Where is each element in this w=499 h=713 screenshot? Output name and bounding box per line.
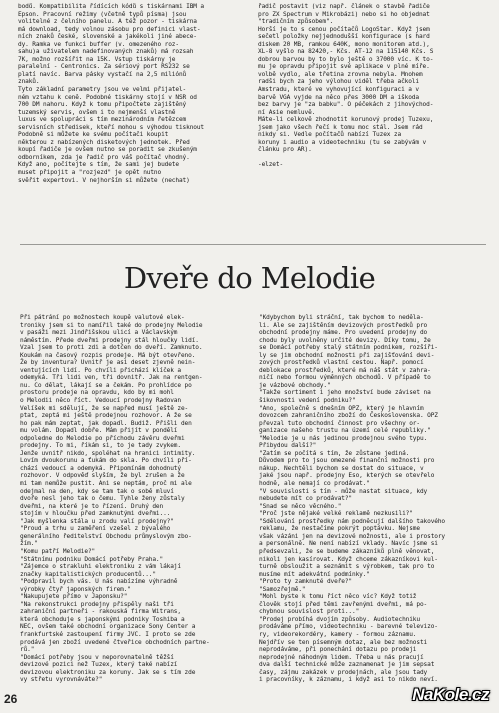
text-line: "Na rekonstrukci prodejny přispěly naši tři bbox=[20, 600, 174, 608]
text-line: Přibydou další?" bbox=[259, 442, 317, 450]
text-line: muset připojit a "rozjezd" je opět nutno bbox=[18, 169, 162, 177]
text-line: generálního ředitelství Obchodu průmyslovým zbo- bbox=[20, 532, 192, 540]
text-line: sečetl položky nejjednodušší konfigurace (s hard bbox=[258, 33, 430, 41]
text-line: "Melodie je u nás jedinou prodejnou svého typu. bbox=[259, 434, 428, 442]
text-line: náměstím. Přede dveřmi prodejny stál hloučky lidí. bbox=[20, 336, 199, 344]
text-line: některou z nabízených disketových jednotek. Před bbox=[18, 138, 190, 146]
text-line: nikoli jen kasírovat. Když chceme zákazníkovi kul- bbox=[259, 555, 438, 563]
text-line: "Domácí potřeby jsou v neporovnatelně těžší bbox=[20, 653, 174, 661]
text-line: "Komu patří Melodie?" bbox=[20, 547, 96, 555]
text-line: žím." bbox=[20, 540, 38, 548]
text-line: ventujících lidí. Po chvíli přichází klíček a bbox=[20, 366, 181, 374]
text-line: "Samozřejmě." bbox=[259, 585, 306, 593]
text-line: mi tam nemůže pustit. Ani se neptám, proč mi ale bbox=[20, 480, 192, 488]
text-line: ganizace našeho trustu na území celé republiky." bbox=[259, 427, 431, 435]
page-number: 26 bbox=[4, 692, 18, 706]
text-line: článku pro AR). bbox=[258, 146, 312, 154]
text-line: nu. Co dělat, lákají se a čekám. Po prohlídce po bbox=[20, 381, 192, 389]
section-divider bbox=[20, 244, 486, 245]
text-line: znaků. bbox=[18, 78, 40, 86]
text-line: ních znaků české, slovenské a jakékoli jiné abece- bbox=[18, 33, 197, 41]
text-line: sahu)a uživatelem nadefinovaných znaků) má rozsah bbox=[18, 48, 194, 56]
text-line: "Státnímu podniku Domácí potřeby Praha." bbox=[20, 555, 164, 563]
text-line: vy střetu vyrovnáváte?" bbox=[20, 676, 103, 684]
text-line: barvě VGA vyjde na něco přes 3000 DM a iškoda bbox=[258, 93, 419, 101]
text-line: odborníkem, zda je řadič pro váš počítač vhodný. bbox=[18, 153, 190, 161]
text-line: dva další technické může zaznamenat je jim sepsat bbox=[259, 661, 435, 669]
text-line: prodává jen zboží uvedené čtveřice obchodních partne- bbox=[20, 638, 210, 646]
text-line: tuzemský servis, ovšem i to nejmenší vlastně bbox=[18, 108, 176, 116]
text-line: řadič postavit (viz např. článek o stavbě řadiče bbox=[258, 3, 430, 10]
text-line: Že by inventura? Uvnitř je asi deset zjevně nein- bbox=[20, 359, 196, 367]
text-line: radši bych za jeho výlohou viděl třeba ačkoli bbox=[258, 78, 419, 86]
text-line: servisních středisek, kteří mohou s výhodou tisknout bbox=[18, 123, 205, 131]
text-line: diskem 20 MB, ramkou 640K, mono monitorem atd.), bbox=[258, 40, 430, 48]
text-line: chybnou souvislost proti..." bbox=[259, 608, 360, 616]
text-line: deblokace prostředků, které má náš stát v zahra- bbox=[259, 366, 431, 374]
text-line: která obchoduje s japonskými podniky Toshiba a bbox=[20, 615, 185, 623]
text-line: dveřmi, na které je to řízení. Druhý den bbox=[20, 502, 164, 510]
text-line: Koukám na časový rozpis prodeje. Má být otevřeno. bbox=[20, 351, 196, 359]
text-line: ničí nebo formou výměnných obchodů. V případě to bbox=[259, 374, 431, 382]
text-line: "Proto ty zamknuté dveře?" bbox=[259, 578, 353, 586]
text-line: prodáváme přímo, videotechniku - barevné televizo- bbox=[259, 623, 438, 631]
text-line: Horší je to s cenou počítačů LogoStar. Když jsem bbox=[258, 25, 430, 33]
text-line: ry, videorekordéry, kamery - formou záznamu. bbox=[259, 630, 417, 638]
text-line: paralelní - Centronics. Za sériový port RS232 se bbox=[18, 63, 190, 71]
text-line: rů." bbox=[20, 646, 35, 654]
text-line: svěřit expertovi. V nejhorším si můžete (nechat) bbox=[18, 176, 190, 184]
text-line: prostoru prodeje na opravdu, kdo by mi mohl bbox=[20, 389, 174, 397]
text-line: Při pátrání po možnostech koupě valutové elek- bbox=[20, 314, 185, 321]
text-line: NEC, ovšem také obchodní organizace Sony Center a bbox=[20, 623, 196, 631]
text-line: bodů. Kompatibilita řídících kódů s tiskárnami IBM a bbox=[18, 3, 205, 10]
text-line: platí navíc. Barva pásky vystačí na 2,5 miliónů bbox=[18, 70, 187, 78]
text-line: luxus ve spolupráci s tím mezinárodním řetězcem bbox=[18, 116, 187, 124]
text-line: 700 DM nahoru. Když k tomu připočtete zajištěný bbox=[18, 101, 187, 109]
text-line: 7K, možno rozšířit na 15K. Vstup tiskárny je bbox=[18, 55, 176, 63]
text-line: Amstradu, které ve vyhovující konfiguraci a v bbox=[258, 86, 419, 94]
text-line: odemyká. Tři lidi ven, tři dovnitř. Jak na rentgen- bbox=[20, 374, 203, 382]
text-line: Epson. Pracovní režimy (včetně typů písma) jsou bbox=[18, 10, 187, 18]
article-column-bottom-right bbox=[259, 314, 489, 684]
text-line: "Zájemce o strakluhi elektroniku z vám lákají bbox=[20, 563, 181, 571]
text-line: dvoře nesl jeho tak o čemu. Tyhle ženy zůstaly bbox=[20, 495, 185, 503]
text-line: ptat, zeptá mi ještě prodejnou rozhovor. A že se bbox=[20, 412, 192, 420]
text-line: musíme mít adekvátní podmínky." bbox=[259, 570, 370, 578]
text-line: ho pak mám zeptat, jak dopadl. Budiž. Přišli den bbox=[20, 419, 192, 427]
text-line: turně obsloužit a seznámit s výrobkem, tak pro to bbox=[259, 563, 435, 571]
text-line: o Melodii něco říct. Vedoucí prodejny Radovan bbox=[20, 397, 181, 405]
text-line: koupí řadiče je ovšem nutno se poradit se zkušeným bbox=[18, 146, 197, 154]
text-line: koruny i audio a videotechniku (tu se zabývám v bbox=[258, 138, 427, 146]
text-line: "Snad se něco věcného." bbox=[259, 502, 342, 510]
text-line: ném vztahu k ceně. Podobné tiskárny stojí v NSR od bbox=[18, 93, 197, 101]
text-line: se Domácí potřeby stalý státním podnikem, rozšíři- bbox=[259, 344, 438, 352]
text-line: "Proč jste nějaké velké reklamě nezkusili?" bbox=[259, 510, 413, 518]
text-line: odejmal na den, kdy se tam tak o sobě mluví bbox=[20, 487, 174, 495]
text-line: neprodáváme, při ponechání dotazu po prodeji bbox=[259, 646, 417, 654]
text-line: nebudete mít co prodávat?" bbox=[259, 495, 353, 503]
text-line: "V souvislosti s tím - může nastat situace, kdy bbox=[259, 487, 428, 495]
text-line: Vzal jsem to proti zdi a dotčen do dveří. Zamknuto. bbox=[20, 344, 203, 352]
text-line: "Ano, společně s dnešním OPZ, který je hlavním bbox=[259, 404, 424, 412]
text-line: nákup. Nechtěli bychom se dostat do situace, v bbox=[259, 464, 424, 472]
text-line: volitelné z čelního panelu. A též pozor - tiskárna bbox=[18, 18, 197, 26]
text-line: bez barvy je "za babku". O péčekách z jihovýchod- bbox=[258, 101, 434, 109]
text-line: předsevzali, že se budeme zákazníků plně věnovat, bbox=[259, 547, 435, 555]
text-line: Když ano, počítejte s tím, že sami jej budete bbox=[18, 161, 179, 169]
text-line: prodejny. To mi, říkám si, to je tady zvykem. bbox=[20, 442, 181, 450]
text-line: výrobky čtyř japonských firem." bbox=[20, 585, 131, 593]
text-line: Tyto základní parametry jsou ve velmi přijatel- bbox=[18, 86, 187, 94]
text-line: "Proud a trhu u zaměření vzešel z bývalého bbox=[20, 525, 171, 533]
text-line: "Zatím se počítá s tím, že zůstane jediná. bbox=[259, 449, 410, 457]
text-line: "Podpravil bych vás. U nás nabízíme výhradně bbox=[20, 578, 178, 586]
text-line: však vázáni jen na devizové možnosti, ale i prostory bbox=[259, 532, 446, 540]
text-line: "Jak myšlenka stála u zrodu valí prodejny?" bbox=[20, 517, 174, 525]
text-line: "Takže sortiment i jeho množství bude záviset na bbox=[259, 389, 431, 397]
site-watermark: NaKole.cz bbox=[412, 685, 489, 704]
text-line: mu je opravdu připojit své aplikace v plné míře. bbox=[258, 63, 430, 71]
text-line: rozhovor. V odpověď slyším, že byl zrušen a že bbox=[20, 472, 185, 480]
text-line: jsem jako všech řečí k tomu moc stál. Jsem rád bbox=[258, 123, 423, 131]
text-line: dobrou barvou by to bylo ještě o 37000 víc. K to- bbox=[258, 55, 434, 63]
text-line: "Prodej probíhá dvojím způsoby. Audiotechniku bbox=[259, 615, 420, 623]
text-line: mu volám. Dopadl dobře. Mám přijít v pondělí bbox=[20, 427, 178, 435]
text-line: "Mohl byste k tomu říct něco víc? Když totiž bbox=[259, 593, 417, 601]
text-line: je vázbové obchody." bbox=[259, 381, 331, 389]
text-line: chází vedoucí a odemyká. Připomínám dohodnutý bbox=[20, 464, 181, 472]
text-line: "Kdybychom byli stráční, tak bychom to neděla- bbox=[259, 314, 424, 321]
text-line: zových prostředků vlastní cestou. Např. pomocí bbox=[259, 359, 424, 367]
article-column-bottom-left bbox=[20, 314, 251, 684]
text-line: ly se jim obchodní možnosti při zajišťování devi- bbox=[259, 351, 435, 359]
text-line: "Nakupujete přímo v Japonsku?" bbox=[20, 593, 128, 601]
text-line: -elzet- bbox=[258, 161, 284, 169]
text-line: zahraniční partneři - rakouská firma Witrans, bbox=[20, 608, 181, 616]
text-line bbox=[258, 154, 486, 162]
text-line: člověk stojí před těmi zavřenými dveřmi, má po- bbox=[259, 600, 428, 608]
text-line: reklamu, že nestačíme pokrýt poptávku. Nejsme bbox=[259, 525, 420, 533]
text-line: Velíšek mi sdělují, že se napřed musí ještě ze- bbox=[20, 404, 189, 412]
text-line: dovozcem zahraničního zboží do Československa. OPZ bbox=[259, 412, 438, 420]
text-line: odpoledne do Melodie po příchodu závěru dveřmi bbox=[20, 434, 185, 442]
text-line: "Sdělování prostředky nám podněcují dalšího takového bbox=[259, 517, 446, 525]
article-column-top-left bbox=[18, 3, 250, 184]
text-line: XL-8 vyšlo na 82420,- Kčs. AT-12 na 115140 Kčs. S bbox=[258, 48, 434, 56]
text-line: nikdy si. Vedle počítačů nabízí Tuzex za bbox=[258, 131, 402, 139]
text-line: volbě vydlo, ale třetina zrovna nebyla. Mnohem bbox=[258, 70, 423, 78]
text-line: má download, tedy volnou zásobu pro definici vlast- bbox=[18, 25, 201, 33]
text-line: devizové pozici než Tuzex, který také nabízí bbox=[20, 661, 178, 669]
text-line: Lovím dvoukorunu a ťukám do skla. Po chvíli pří- bbox=[20, 457, 192, 465]
text-line: neprodejné náhodným lidem. Třeba u nás pracují bbox=[259, 653, 424, 661]
text-line: obchodní prodejny máme. Pro uvedení prodejny do bbox=[259, 329, 428, 337]
text-line: dy. Ramka ve funkci buffer (v. omezeného roz- bbox=[18, 40, 179, 48]
text-line: Máte-li celkově zhodnotit korunový prodej Tuzexu, bbox=[258, 116, 434, 124]
text-line: časy, zájmu zakázek v prodejnách, ale jsou tady bbox=[259, 668, 428, 676]
text-line: ní Asie nemluvě. bbox=[258, 108, 316, 116]
article-title: Dveře do Melodie bbox=[123, 261, 376, 295]
text-line: a personálně. Ne není nabízí vklady. Navíc jsme si bbox=[259, 540, 438, 548]
text-line: chodu byly uvolněny určité devizy. Díky tomu, že bbox=[259, 336, 431, 344]
article-column-top-right bbox=[258, 3, 486, 169]
text-line: převzal tuto obchodní činnost pro všechny or- bbox=[259, 419, 420, 427]
text-line: li. Ale se zajištěním devizových prostředků pro bbox=[259, 321, 428, 329]
text-line: pro ZX Spectrum v Mikrobázi) nebo si ho objednat bbox=[258, 10, 430, 18]
text-line: "tradičním způsobem". bbox=[258, 18, 334, 26]
text-line: značky kapitalistických producentů..." bbox=[20, 570, 156, 578]
text-line: Důvodem pro to jsou omezené finanční možnosti pro bbox=[259, 457, 435, 465]
text-line: jaké jsou např. prodejny Eso, kterých se otevřelo bbox=[259, 472, 435, 480]
text-line: i pracovníky, k záznamu, i když asi to nikdo neví. bbox=[259, 676, 438, 684]
text-line: v pasáži mezi Jindřišskou ulicí a Václavským bbox=[20, 329, 178, 337]
text-line: frankfurtské zastoupení firmy JVC. I proto se zde bbox=[20, 630, 196, 638]
text-line: hodně, ale nemají co prodávat." bbox=[259, 480, 370, 488]
text-line: troniky jsem si to namířil také do prodejny Melodie bbox=[20, 321, 203, 329]
text-line: Nejdřív se ten písemným dotaz, ale bez možnosti bbox=[259, 638, 428, 646]
text-line: Jenže uvnitř nikdo, spoléhat na hranici intimity. bbox=[20, 449, 196, 457]
text-line: devizovou elektroniku za koruny. Jak se s tím zde bbox=[20, 668, 196, 676]
text-line: Podobně si můžete ke svému počítači koupit bbox=[18, 131, 169, 139]
text-line: šikovnosti vedení podniku?" bbox=[259, 397, 356, 405]
text-line: stojím v hloučku před zamknutými dveřmi... bbox=[20, 510, 171, 518]
